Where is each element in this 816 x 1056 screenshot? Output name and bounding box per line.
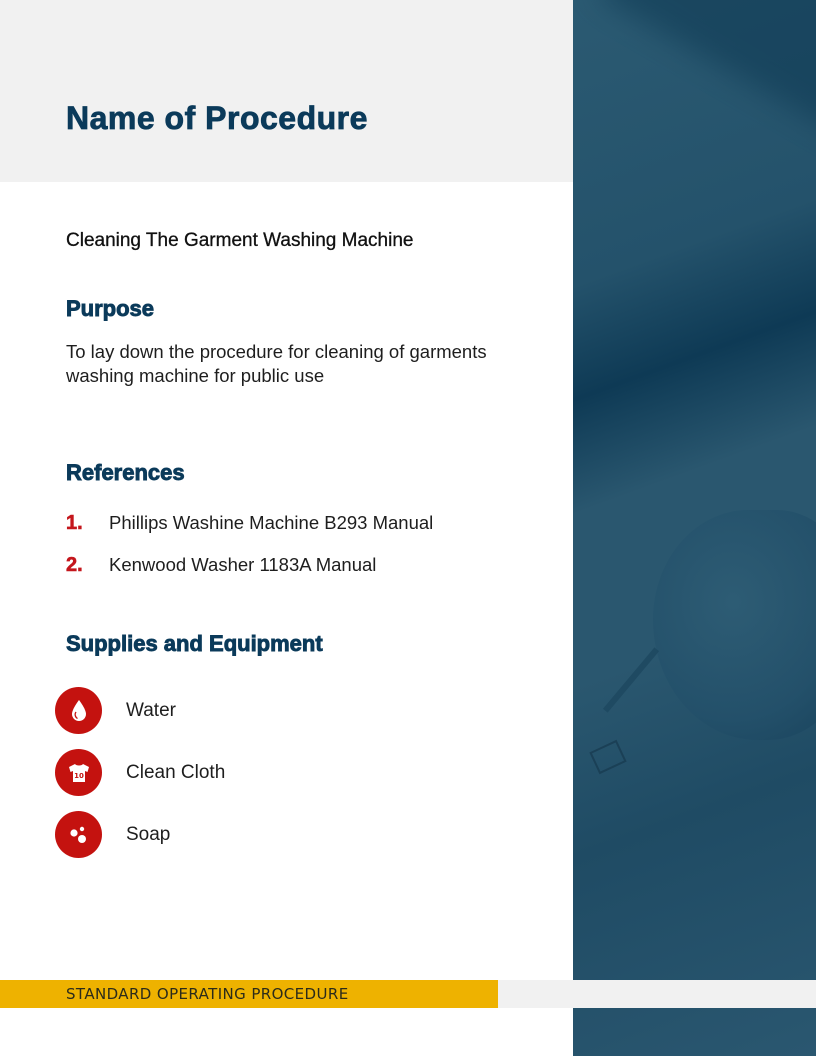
water-drop-icon xyxy=(55,687,102,734)
purpose-text: To lay down the procedure for cleaning of garments washing machine for public use xyxy=(66,341,487,386)
purpose-heading: Purpose xyxy=(66,296,155,321)
supplies-heading: Supplies and Equipment xyxy=(66,631,323,656)
svg-text:10: 10 xyxy=(73,771,84,780)
photo-hand xyxy=(653,510,816,740)
photo-shadow xyxy=(598,0,816,146)
page-title: Name of Procedure xyxy=(66,100,368,136)
supply-item-water xyxy=(55,687,176,734)
soap-bubbles-icon xyxy=(55,811,102,858)
footer-label: STANDARD OPERATING PROCEDURE xyxy=(66,985,349,1003)
reference-number: 1. xyxy=(66,512,83,534)
reference-text: Phillips Washine Machine B293 Manual xyxy=(109,512,434,533)
photo-checkbox-sketch xyxy=(589,740,626,774)
reference-number: 2. xyxy=(66,554,83,576)
photo-pen xyxy=(603,647,659,712)
supply-item-soap xyxy=(55,811,170,858)
supply-label: Clean Cloth xyxy=(126,761,226,783)
references-heading: References xyxy=(66,460,185,485)
supply-item-clean-cloth xyxy=(55,749,225,796)
reference-item xyxy=(66,512,433,535)
supply-label: Soap xyxy=(126,823,171,845)
reference-text: Kenwood Washer 1183A Manual xyxy=(109,554,377,575)
decorative-photo-panel xyxy=(573,0,816,1056)
reference-item xyxy=(66,554,376,577)
header-band xyxy=(0,0,573,182)
supply-label: Water xyxy=(126,699,176,721)
shirt-icon xyxy=(55,749,102,796)
procedure-name: Cleaning The Garment Washing Machine xyxy=(66,230,414,251)
